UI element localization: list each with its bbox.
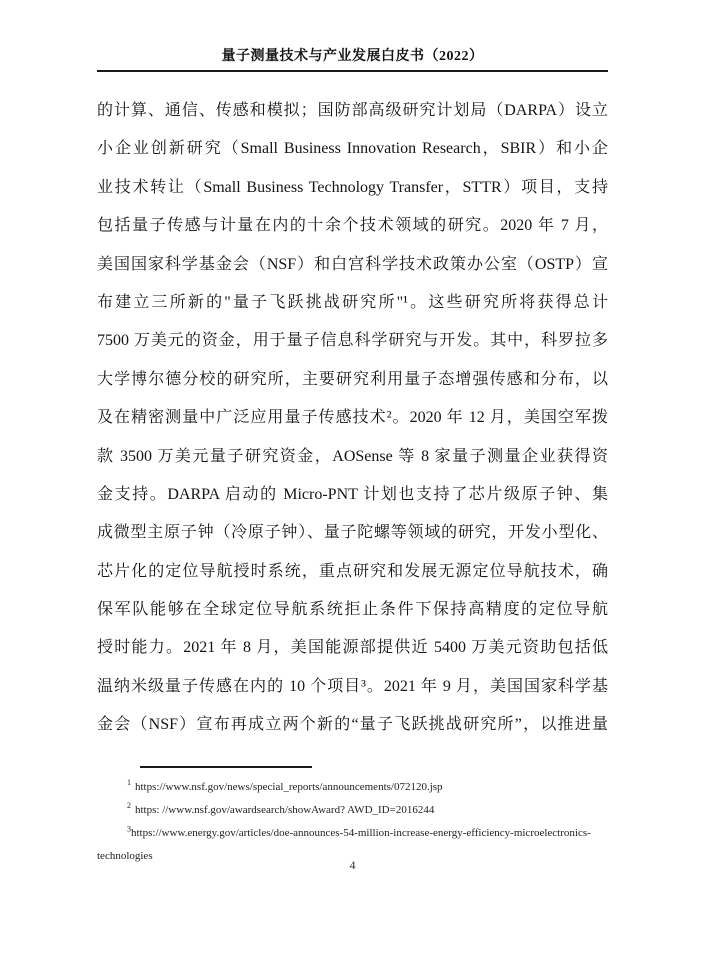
page-header-title: 量子测量技术与产业发展白皮书（2022） bbox=[221, 49, 484, 64]
page-number: 4 bbox=[349, 858, 356, 872]
body-line: 包括量子传感与计量在内的十余个技术领域的研究。2020 年 7 月， bbox=[97, 217, 608, 235]
footnote-2 bbox=[97, 799, 608, 822]
body-line: 温纳米级量子传感在内的 10 个项目³。2021 年 9 月，美国国家科学基 bbox=[97, 677, 608, 695]
body-line: 7500 万美元的资金，用于量子信息科学研究与开发。其中，科罗拉多 bbox=[97, 332, 608, 350]
body-line: 授时能力。2021 年 8 月，美国能源部提供近 5400 万美元资助包括低 bbox=[97, 639, 608, 657]
footnote-3-url: https://www.energy.gov/articles/doe-announces-54-million-increase-energy-efficiency-microelectronics- bbox=[131, 827, 591, 839]
body-line: 款 3500 万美元量子研究资金，AOSense 等 8 家量子测量企业获得资 bbox=[97, 447, 608, 465]
footnote-2-url: https: //www.nsf.gov/awardsearch/showAward? AWD_ID=2016244 bbox=[135, 804, 435, 816]
body-line: 的计算、通信、传感和模拟；国防部高级研究计划局（DARPA）设立 bbox=[97, 102, 608, 119]
footnote-1 bbox=[97, 776, 608, 799]
header-divider bbox=[97, 70, 608, 72]
footnote-1-url: https://www.nsf.gov/news/special_reports/announcements/072120.jsp bbox=[135, 781, 443, 793]
body-line: 及在精密测量中广泛应用量子传感技术²。2020 年 12 月，美国空军拨 bbox=[97, 409, 608, 427]
body-line: 业技术转让（Small Business Technology Transfer，STTR）项目，支持 bbox=[97, 178, 608, 196]
body-line: 大学博尔德分校的研究所，主要研究利用量子态增强传感和分布，以 bbox=[97, 370, 608, 388]
footnotes bbox=[97, 776, 608, 868]
body-line: 布建立三所新的"量子飞跃挑战研究所"¹。这些研究所将获得总计 bbox=[97, 293, 608, 311]
footnote-2-marker: 2 bbox=[127, 801, 131, 811]
body-line: 美国国家科学基金会（NSF）和白宫科学技术政策办公室（OSTP）宣 bbox=[97, 255, 608, 273]
footnote-separator bbox=[140, 766, 312, 768]
footnote-3-marker: 3 bbox=[127, 824, 131, 834]
body-line: 芯片化的定位导航授时系统，重点研究和发展无源定位导航技术，确 bbox=[97, 562, 608, 580]
body-line: 保军队能够在全球定位导航系统拒止条件下保持高精度的定位导航 bbox=[97, 601, 608, 619]
footnote-3 bbox=[97, 822, 608, 845]
footnote-1-marker: 1 bbox=[127, 778, 131, 788]
body-paragraph bbox=[97, 92, 608, 745]
body-line: 成微型主原子钟（冷原子钟）、量子陀螺等领域的研究，开发小型化、 bbox=[97, 524, 608, 542]
footnote-3-wrap: technologies bbox=[97, 850, 153, 862]
body-line: 小企业创新研究（Small Business Innovation Research，SBIR）和小企 bbox=[97, 140, 608, 158]
body-line: 金支持。DARPA 启动的 Micro-PNT 计划也支持了芯片级原子钟、集 bbox=[97, 485, 608, 503]
body-line: 金会（NSF）宣布再成立两个新的“量子飞跃挑战研究所”，以推进量 bbox=[97, 716, 608, 734]
